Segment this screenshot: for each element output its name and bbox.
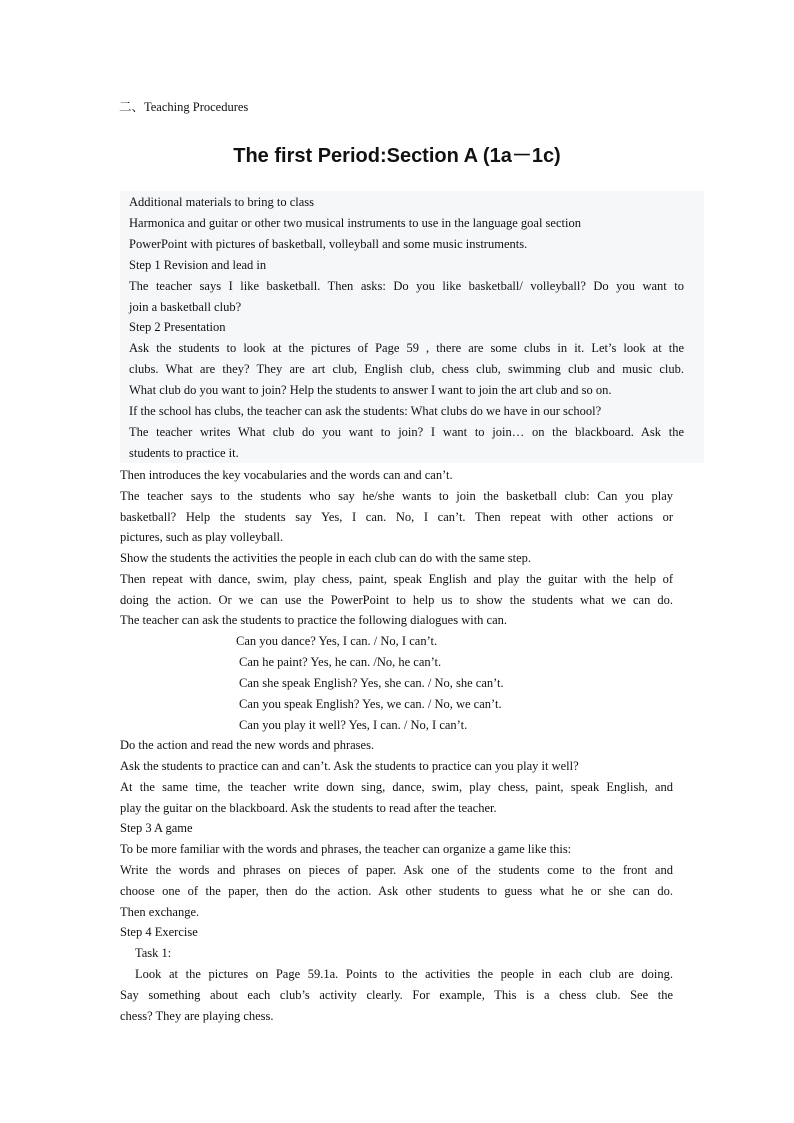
- section-heading: 二、Teaching Procedures: [119, 100, 249, 114]
- dialogue-line: Can you speak English? Yes, we can. / No, we can’t.: [239, 697, 502, 711]
- box-line: join a basketball club?: [129, 300, 242, 314]
- body-line: The teacher can ask the students to practice the following dialogues with can.: [120, 613, 508, 627]
- dialogue-line: Can he paint? Yes, he can. /No, he can’t.: [239, 655, 442, 669]
- dialogue-line: Can you dance? Yes, I can. / No, I can’t.: [236, 634, 438, 648]
- box-line: Ask the students to look at the pictures of Page 59 , there are some clubs in it. Let’s look at the: [129, 341, 684, 355]
- body-line: At the same time, the teacher write down sing, dance, swim, play chess, paint, speak English, and: [120, 780, 673, 794]
- dialogue-line: Can she speak English? Yes, she can. / No, she can’t.: [239, 676, 504, 690]
- box-line: Step 1 Revision and lead in: [129, 258, 267, 272]
- body-line: Write the words and phrases on pieces of paper. Ask one of the students come to the front and: [120, 863, 673, 877]
- body-line: Ask the students to practice can and can’t. Ask the students to practice can you play it well?: [120, 759, 579, 773]
- body-line: doing the action. Or we can use the PowerPoint to help us to show the students what we can do.: [120, 593, 673, 607]
- box-line: Additional materials to bring to class: [129, 195, 315, 209]
- body-line: Then introduces the key vocabularies and the words can and can’t.: [120, 468, 453, 482]
- box-line: students to practice it.: [129, 446, 239, 460]
- body-line: Then exchange.: [120, 905, 200, 919]
- body-line: The teacher says to the students who say he/she wants to join the basketball club: Can you play: [120, 489, 673, 503]
- step-heading: Step 3 A game: [120, 821, 193, 835]
- box-line: Harmonica and guitar or other two musical instruments to use in the language goal section: [129, 216, 581, 230]
- page-title: The first Period:Section A (1a－1c): [233, 145, 561, 167]
- body-line: Do the action and read the new words and phrases.: [120, 738, 375, 752]
- box-line: Step 2 Presentation: [129, 320, 226, 334]
- task-heading: Task 1:: [135, 946, 172, 960]
- body-line: Show the students the activities the people in each club can do with the same step.: [120, 551, 532, 565]
- body-line: chess? They are playing chess.: [120, 1009, 274, 1023]
- body-line: pictures, such as play volleyball.: [120, 530, 284, 544]
- step-heading: Step 4 Exercise: [120, 925, 198, 939]
- body-line: basketball? Help the students say Yes, I can. No, I can’t. Then repeat with other actions or: [120, 510, 673, 524]
- dialogue-line: Can you play it well? Yes, I can. / No, I can’t.: [239, 718, 468, 732]
- box-line: What club do you want to join? Help the students to answer I want to join the art club and so on.: [129, 383, 612, 397]
- box-line: The teacher writes What club do you want to join? I want to join… on the blackboard. Ask the: [129, 425, 684, 439]
- box-line: PowerPoint with pictures of basketball, volleyball and some music instruments.: [129, 237, 528, 251]
- box-line: If the school has clubs, the teacher can ask the students: What clubs do we have in our school?: [129, 404, 602, 418]
- body-line: play the guitar on the blackboard. Ask the students to read after the teacher.: [120, 801, 497, 815]
- body-line: choose one of the paper, then do the action. Ask other students to guess what he or she can do.: [120, 884, 673, 898]
- box-line: clubs. What are they? They are art club, English club, chess club, swimming club and music club.: [129, 362, 684, 376]
- body-line: To be more familiar with the words and phrases, the teacher can organize a game like this:: [120, 842, 572, 856]
- body-line: Say something about each club’s activity clearly. For example, This is a chess club. See the: [120, 988, 673, 1002]
- body-line: Then repeat with dance, swim, play chess, paint, speak English and play the guitar with the help of: [120, 572, 673, 586]
- body-line: Look at the pictures on Page 59.1a. Points to the activities the people in each club are doing.: [135, 967, 673, 981]
- box-line: The teacher says I like basketball. Then asks: Do you like basketball/ volleyball? Do you want to: [129, 279, 684, 293]
